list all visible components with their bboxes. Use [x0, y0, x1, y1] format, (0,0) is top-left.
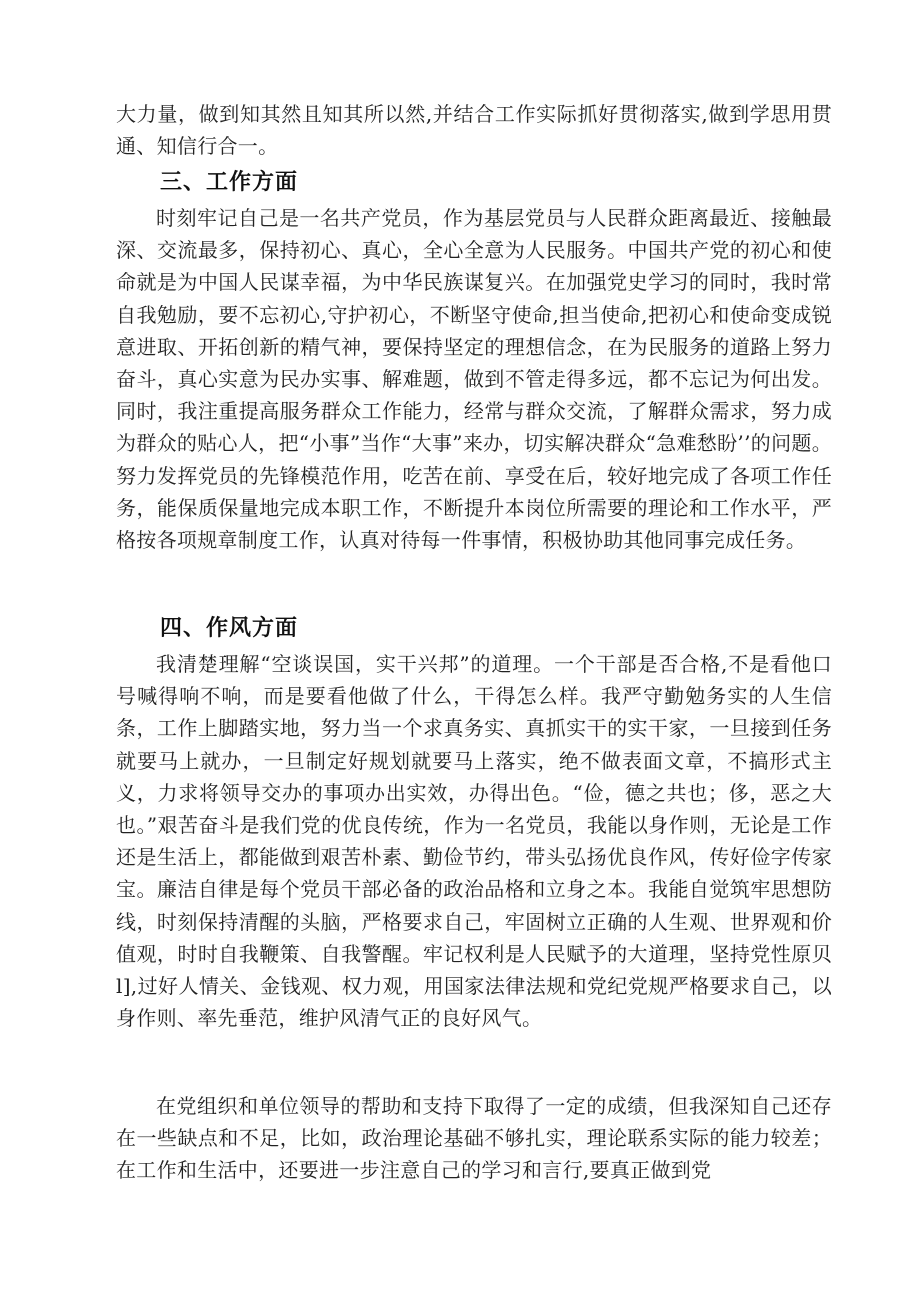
- closing-paragraph: 在党组织和单位领导的帮助和支持下取得了一定的成绩，但我深知自己还存在一些缺点和不足，比如，政治理论基础不够扎实，理论联系实际的能力较差；在工作和生活中，还要进一步注意自己的学习和言行,要真正做到党: [116, 1094, 832, 1183]
- section-3-heading: 三、工作方面: [160, 170, 299, 195]
- section-4-heading: 四、作风方面: [160, 616, 299, 641]
- section-3-body: 时刻牢记自己是一名共产党员，作为基层党员与人民群众距离最近、接触最深、交流最多，保持初心、真心，全心全意为人民服务。中国共产党的初心和使命就是为中国人民谋幸福，为中华民族谋复兴。在加强党史学习的同时，我时常自我勉励，要不忘初心,守护初心，不断坚守使命,担当使命,把初心和使命变成锐意进取、开拓创新的精气神，要保持坚定的理想信念，在为民服务的道路上努力奋斗，真心实意为民办实事、解难题，做到不管走得多远，都不忘记为何出发。同时，我注重提高服务群众工作能力，经常与群众交流，了解群众需求，努力成为群众的贴心人，把“小事”当作“大事”来办，切实解决群众“急难愁盼’’的问题。努力发挥党员的先锋模范作用，吃苦在前、享受在后，较好地完成了各项工作任务，能保质保量地完成本职工作，不断提升本岗位所需要的理论和工作水平，严格按各项规章制度工作，认真对待每一件事情，积极协助其他同事完成任务。: [116, 206, 832, 553]
- section-3-body-block: [116, 202, 832, 556]
- section-4-body: 我清楚理解“空谈误国，实干兴邦”的道理。一个干部是否合格,不是看他口号喊得响不响，而是要看他做了什么，干得怎么样。我严守勤勉务实的人生信条，工作上脚踏实地，努力当一个求真务实、真抓实干的实干家，一旦接到任务就要马上就办，一旦制定好规划就要马上落实，绝不做表面文章，不搞形式主义，力求将领导交办的事项办出实效，办得出色。“俭，德之共也；侈，恶之大也。”艰苦奋斗是我们党的优良传统，作为一名党员，我能以身作则，无论是工作还是生活上，都能做到艰苦朴素、勤俭节约，带头弘扬优良作风，传好俭字传家宝。廉洁自律是每个党员干部必备的政治品格和立身之本。我能自觉筑牢思想防线，时刻保持清醒的头脑，严格要求自己，牢固树立正确的人生观、世界观和价值观，时时自我鞭策、自我警醒。牢记权利是人民赋予的大道理，坚持党性原贝l],过好人情关、金钱观、权力观，用国家法律法规和党纪党规严格要求自己，以身作则、率先垂范，维护风清气正的良好风气。: [116, 652, 832, 1031]
- closing-paragraph-block: [116, 1090, 832, 1187]
- intro-paragraph-block: [116, 98, 832, 162]
- intro-paragraph: 大力量，做到知其然且知其所以然,并结合工作实际抓好贯彻落实,做到学思用贯通、知信行合一。: [116, 102, 832, 159]
- section-4-body-block: [116, 648, 832, 1034]
